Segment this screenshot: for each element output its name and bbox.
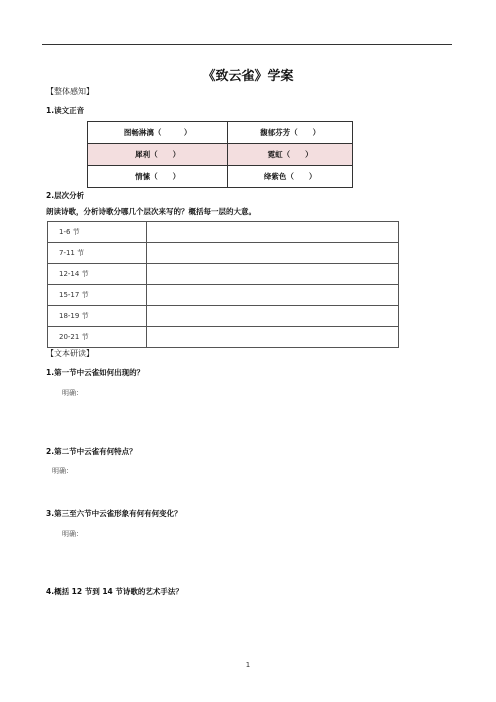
layer-range: 20-21 节 xyxy=(48,327,147,348)
vocab-cell: 情愫（ ） xyxy=(88,166,228,188)
layer-range: 15-17 节 xyxy=(48,285,147,306)
layer-range: 12-14 节 xyxy=(48,264,147,285)
vocab-cell: 犀利（ ） xyxy=(88,144,228,166)
layer-summary-cell xyxy=(147,285,399,306)
answer-2: 明确： xyxy=(52,467,73,475)
answer-3: 明确： xyxy=(62,530,83,538)
question-3: 3.第三至六节中云雀形象有何有何变化？ xyxy=(46,509,182,518)
page-number: 1 xyxy=(245,661,251,669)
layers-prompt: 朗读诗歌，分析诗歌分哪几个层次来写的？概括每一层的大意。 xyxy=(46,207,256,216)
layer-summary-cell xyxy=(147,327,399,348)
layer-range: 18-19 节 xyxy=(48,306,147,327)
section-overview: 【整体感知】 xyxy=(46,87,94,96)
answer-1: 明确： xyxy=(62,389,83,397)
layer-summary-cell xyxy=(147,243,399,264)
layer-range: 7-11 节 xyxy=(48,243,147,264)
layer-range: 1-6 节 xyxy=(48,222,147,243)
page-title: 《致云雀》学案 xyxy=(202,69,294,84)
vocab-cell: 绛紫色（ ） xyxy=(228,166,353,188)
question-1: 1.第一节中云雀如何出现的？ xyxy=(46,368,145,377)
question-reading: 1.读文正音 xyxy=(46,106,85,115)
vocab-cell: 馥郁芬芳（ ） xyxy=(228,122,353,144)
section-text-study: 【文本研读】 xyxy=(46,349,94,358)
layer-summary-cell xyxy=(147,264,399,285)
question-4: 4.概括 12 节到 14 节诗歌的艺术手法？ xyxy=(46,587,183,596)
vocab-cell: 霓虹（ ） xyxy=(228,144,353,166)
layer-summary-cell xyxy=(147,306,399,327)
vocab-table xyxy=(87,121,353,188)
vocab-cell: 图畅淋漓（ ） xyxy=(88,122,228,144)
question-layers: 2.层次分析 xyxy=(46,191,85,200)
question-2: 2.第二节中云雀有何特点？ xyxy=(46,447,137,456)
layer-summary-cell xyxy=(147,222,399,243)
layers-table xyxy=(47,221,399,348)
header-rule xyxy=(42,44,452,45)
